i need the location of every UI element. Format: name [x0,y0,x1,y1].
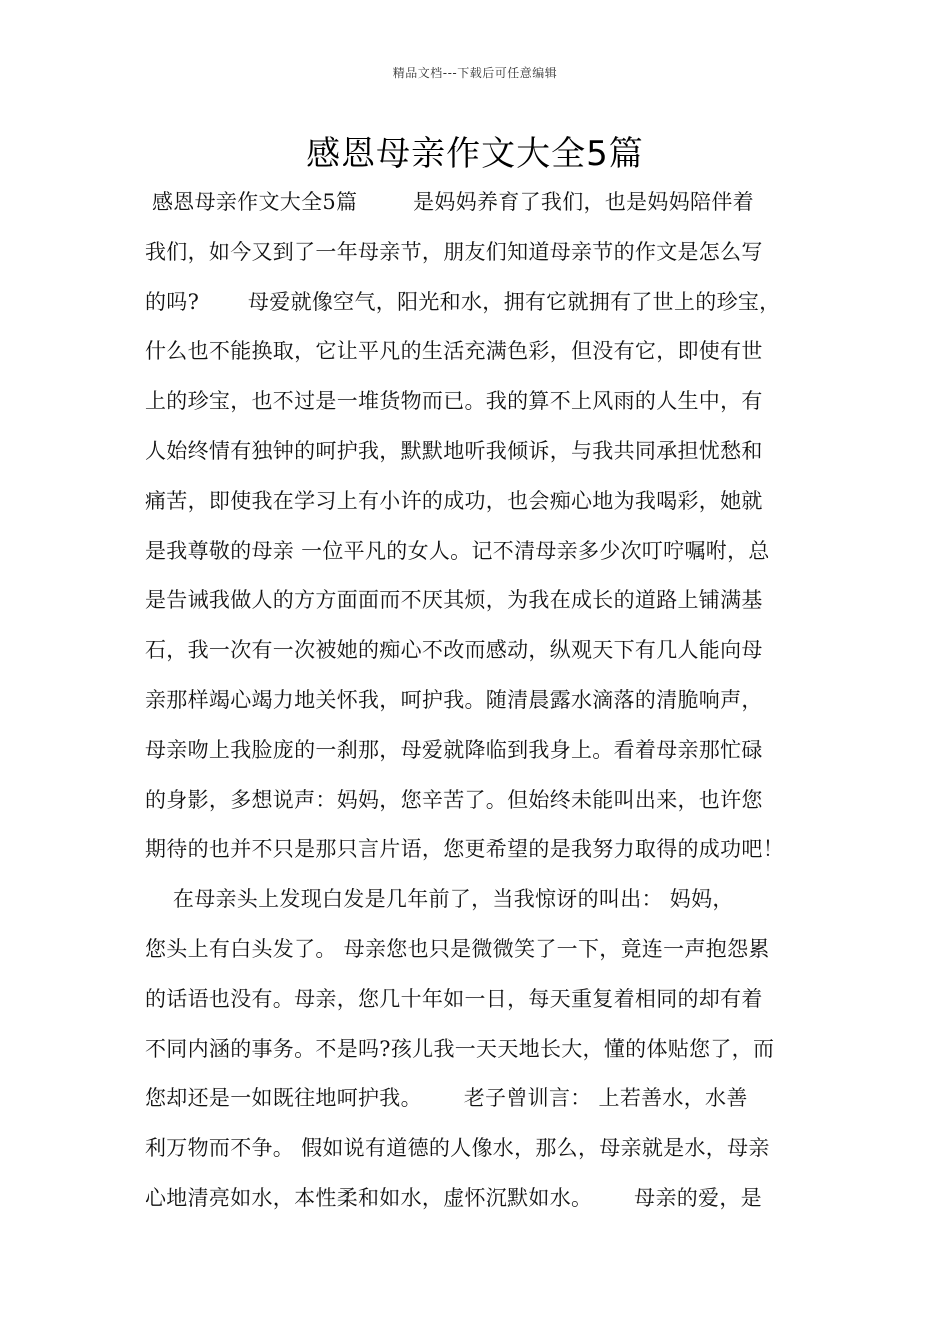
text-line: 心地清亮如水，本性柔和如水，虚怀沉默如水。 母亲的爱，是 [145,1185,762,1210]
text-line: 是告诫我做人的方方面面而不厌其烦，为我在成长的道路上铺满基 [145,588,763,613]
page-title: 感恩母亲作文大全5篇 [306,134,644,174]
document-body [145,178,835,1224]
text-line: 利万物而不争。 假如说有道德的人像水，那么，母亲就是水，母亲 [145,1136,770,1161]
text-line: 在母亲头上发现白发是几年前了，当我惊讶的叫出： 妈妈， [145,887,734,912]
text-line: 母亲吻上我脸庞的一刹那，母爱就降临到我身上。看着母亲那忙碌 [145,737,763,762]
text-line: 的吗? 母爱就像空气，阳光和水，拥有它就拥有了世上的珍宝， [145,289,781,314]
text-line: 痛苦，即使我在学习上有小许的成功，也会痴心地为我喝彩，她就 [145,488,763,513]
text-line: 什么也不能换取，它让平凡的生活充满色彩，但没有它，即使有世 [145,339,763,364]
text-line: 的话语也没有。母亲，您几十年如一日，每天重复着相同的却有着 [145,986,763,1011]
header-note: 精品文档---下载后可任意编辑 [392,66,558,80]
text-line: 您头上有白头发了。 母亲您也只是微微笑了一下，竟连一声抱怨累 [145,936,770,961]
text-line: 感恩母亲作文大全5篇 是妈妈养育了我们，也是妈妈陪伴着 [145,190,754,214]
text-line: 石，我一次有一次被她的痴心不改而感动，纵观天下有几人能向母 [145,638,763,663]
text-line: 不同内涵的事务。不是吗?孩儿我一天天地长大，懂的体贴您了，而 [145,1036,775,1061]
text-line: 亲那样竭心竭力地关怀我，呵护我。随清晨露水滴落的清脆响声， [145,687,763,712]
text-line: 我们，如今又到了一年母亲节，朋友们知道母亲节的作文是怎么写 [145,239,763,264]
text-line: 期待的也并不只是那只言片语，您更希望的是我努力取得的成功吧！ [145,837,784,862]
text-line: 是我尊敬的母亲 一位平凡的女人。记不清母亲多少次叮咛嘱咐，总 [145,538,770,563]
text-line: 上的珍宝，也不过是一堆货物而已。我的算不上风雨的人生中，有 [145,389,763,414]
text-line: 人始终情有独钟的呵护我，默默地听我倾诉，与我共同承担忧愁和 [145,438,763,463]
text-line: 的身影，多想说声：妈妈，您辛苦了。但始终未能叫出来，也许您 [145,787,763,812]
text-line: 您却还是一如既往地呵护我。 老子曾训言： 上若善水，水善 [145,1086,748,1111]
